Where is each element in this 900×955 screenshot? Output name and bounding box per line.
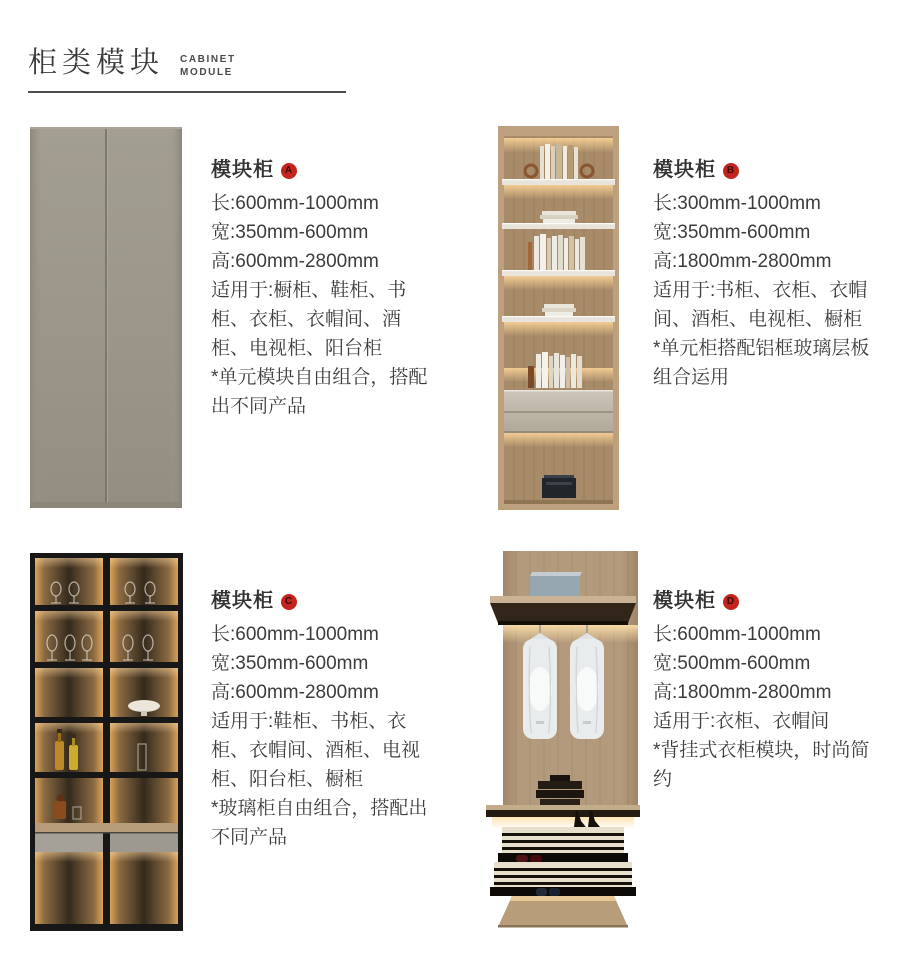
spec-height: 高:600mm-2800mm (211, 682, 379, 703)
spec-length: 长:300mm-1000mm (653, 193, 821, 214)
product-info-d (653, 587, 877, 794)
product-badge-d: D (723, 594, 739, 610)
product-title: 模块柜 (211, 159, 274, 181)
product-info-b (653, 156, 877, 392)
product-image-wardrobe-module (478, 551, 648, 933)
spec-width: 宽:500mm-600mm (653, 653, 811, 674)
product-badge-c: C (281, 594, 297, 610)
page-header (28, 46, 236, 80)
glass-cabinet-illustration (30, 553, 183, 931)
usage-text: 适用于:鞋柜、书柜、衣柜、衣帽间、酒柜、电视柜、阳台柜、橱柜 (211, 711, 421, 790)
product-info-a (211, 156, 435, 421)
spec-length: 长:600mm-1000mm (211, 624, 379, 645)
page-subtitle-line2: MODULE (180, 67, 233, 78)
spec-width: 宽:350mm-600mm (653, 222, 811, 243)
page-subtitle (180, 53, 236, 79)
header-underline (28, 91, 346, 93)
spec-width: 宽:350mm-600mm (211, 653, 369, 674)
usage-text: 适用于:橱柜、鞋柜、书柜、衣柜、衣帽间、酒柜、电视柜、阳台柜 (211, 280, 407, 359)
spec-width: 宽:350mm-600mm (211, 222, 369, 243)
note-text: *单元模块自由组合，搭配出不同产品 (211, 367, 428, 417)
spec-length: 长:600mm-1000mm (211, 193, 379, 214)
usage-text: 适用于:书柜、衣柜、衣帽间、酒柜、电视柜、橱柜 (653, 280, 868, 330)
product-title-row (653, 156, 877, 185)
product-title: 模块柜 (653, 159, 716, 181)
spec-height: 高:1800mm-2800mm (653, 251, 832, 272)
usage-text: 适用于:衣柜、衣帽间 (653, 711, 830, 732)
note-text: *单元柜搭配铝框玻璃层板组合运用 (653, 338, 870, 388)
product-title-row (211, 587, 435, 616)
wardrobe-module-illustration (478, 551, 648, 933)
product-image-bookshelf (498, 126, 619, 510)
product-image-two-door-cabinet (30, 127, 182, 508)
product-badge-a: A (281, 163, 297, 179)
spec-length: 长:600mm-1000mm (653, 624, 821, 645)
spec-height: 高:600mm-2800mm (211, 251, 379, 272)
note-text: *背挂式衣柜模块，时尚简约 (653, 740, 870, 790)
spec-height: 高:1800mm-2800mm (653, 682, 832, 703)
page-subtitle-line1: CABINET (180, 54, 236, 65)
product-title: 模块柜 (653, 590, 716, 612)
page-title: 柜类模块 (28, 47, 165, 79)
product-image-glass-cabinet (30, 553, 183, 931)
product-info-c (211, 587, 435, 852)
product-title-row (653, 587, 877, 616)
product-title: 模块柜 (211, 590, 274, 612)
two-door-cabinet-illustration (30, 127, 182, 508)
product-badge-b: B (723, 163, 739, 179)
product-title-row (211, 156, 435, 185)
note-text: *玻璃柜自由组合，搭配出不同产品 (211, 798, 428, 848)
bookshelf-illustration (498, 126, 619, 510)
